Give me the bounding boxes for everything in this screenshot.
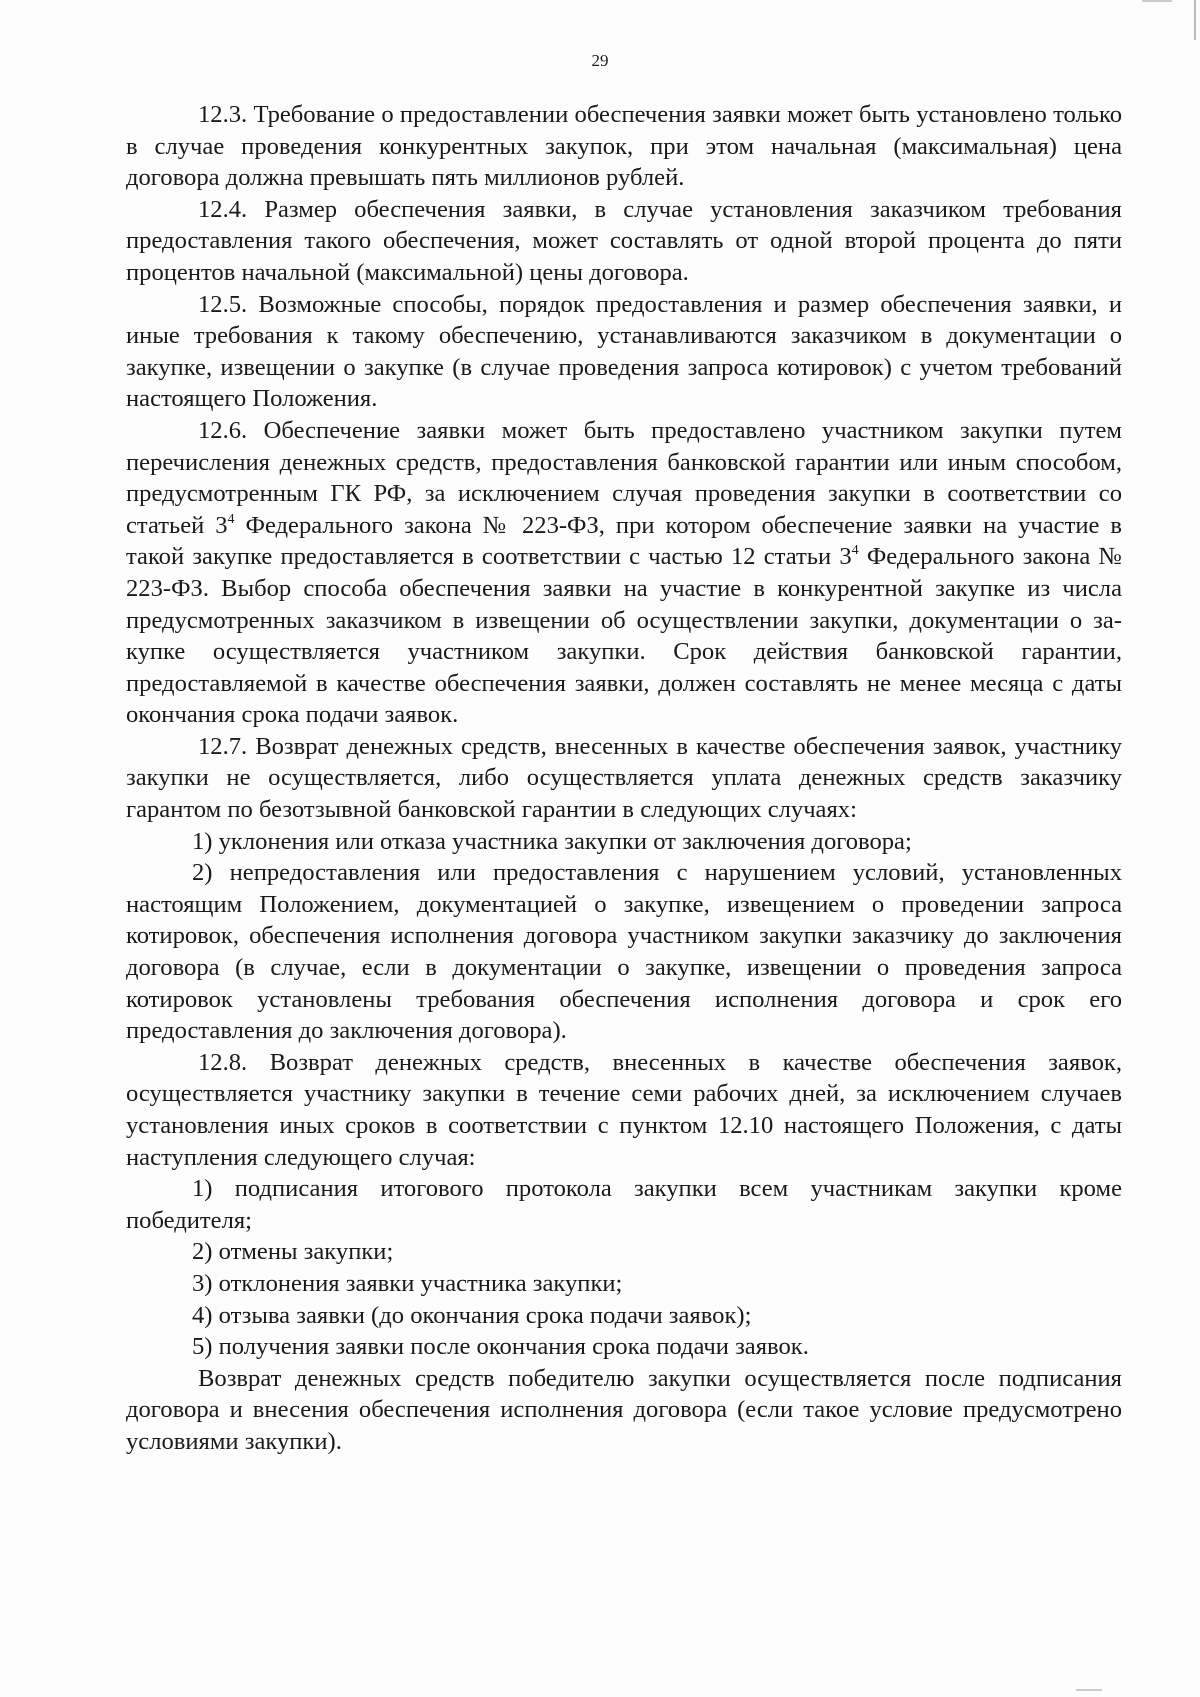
superscript-4: 4 (851, 543, 859, 559)
paragraph-12-6-part-b: Федерального закона № 223-ФЗ, при котором обеспечение заявки на участие в такой закупке предоставляется в соответствии с частью 12 статьи 3 (126, 511, 1122, 571)
list-item: 2) отмены закупки; (192, 1238, 394, 1266)
document-body (126, 99, 1122, 1458)
scan-artifact-bottom (1076, 1689, 1102, 1691)
paragraph-12-8: 12.8. Возврат денежных средств, внесенных в качестве обеспечения заявок, осуществляется участнику закупки в течение семи рабочих дней, за исключением случаев установления иных сроков в соответствии с пунктом 12.10 настоящего Положения, с даты наступления следующего случая: (126, 1048, 1122, 1171)
scan-artifact-top (1142, 0, 1172, 2)
scan-edge-mark (1194, 0, 1196, 40)
paragraph-12-5: 12.5. Возможные способы, порядок предоставления и размер обеспечения заявки, и иные требования к такому обеспечению, устанавливаются заказчиком в документации о закупке, извещении о закупке (в случае проведения запроса котировок) с учетом требований настоящего Положения. (126, 290, 1122, 413)
page-number: 29 (591, 51, 609, 70)
list-item: 2) непредоставления или предоставления с нарушением условий, установленных настоящим Положением, документацией о закупке, извещением о проведении запроса котировок, обеспечения исполнения договора участником закупки заказчику до заключения договора (в случае, если в документации о закупке, извещении о проведения запроса котировок установлены требования обеспечения исполнения договора и срок его предоставления до заключения договора). (126, 859, 1122, 1045)
superscript-4: 4 (227, 511, 235, 527)
list-item: 3) отклонения заявки участника закупки; (192, 1269, 623, 1297)
paragraph-12-6-part-c: Федерального закона № 223-ФЗ. Выбор способа обеспечения заявки на участие в конкурентной закупке из числа предусмотренных заказчиком в извещении об осуществлении закупки, документации о закупке осуществляется участником закупки. Срок действия банковской гарантии, предоставляемой в качестве обеспечения заявки, должен составлять не менее месяца с даты окончания срока подачи заявок. (126, 543, 1123, 729)
list-item: 1) уклонения или отказа участника закупки от заключения договора; (192, 827, 912, 855)
paragraph-12-6 (126, 415, 1122, 731)
paragraph-refund-winner: Возврат денежных средств победителю закупки осуществляется после подписания договора и внесения обеспечения исполнения договора (если такое условие предусмотрено условиями закупки). (126, 1364, 1122, 1455)
paragraph-12-7: 12.7. Возврат денежных средств, внесенных в качестве обеспечения заявок, участнику закупки не осуществляется, либо осуществляется уплата денежных средств заказчику гарантом по безотзывной банковской гарантии в следующих случаях: (126, 732, 1122, 824)
paragraph-12-6-part-a: 12.6. Обеспечение заявки может быть предоставлено участником закупки путем перечисления денежных средств, предоставления банковской гарантии или иным способом, предусмотренным ГК РФ, за исключением случая проведения закупки в соответствии со статьей 3 (126, 416, 1122, 539)
list-item: 1) подписания итогового протокола закупки всем участникам закупки кроме победителя; (126, 1175, 1122, 1234)
paragraph-12-3: 12.3. Требование о предоставлении обеспечения заявки может быть установлено только в случае проведения конкурентных закупок, при этом начальная (максимальная) цена договора должна превышать пять миллионов рублей. (126, 101, 1122, 192)
list-item: 5) получения заявки после окончания срока подачи заявок. (192, 1333, 809, 1361)
paragraph-12-4: 12.4. Размер обеспечения заявки, в случае установления заказчиком требования предоставления такого обеспечения, может составлять от одной второй процента до пяти процентов начальной (максимальной) цены договора. (126, 195, 1122, 286)
list-item: 4) отзыва заявки (до окончания срока подачи заявок); (192, 1301, 752, 1329)
